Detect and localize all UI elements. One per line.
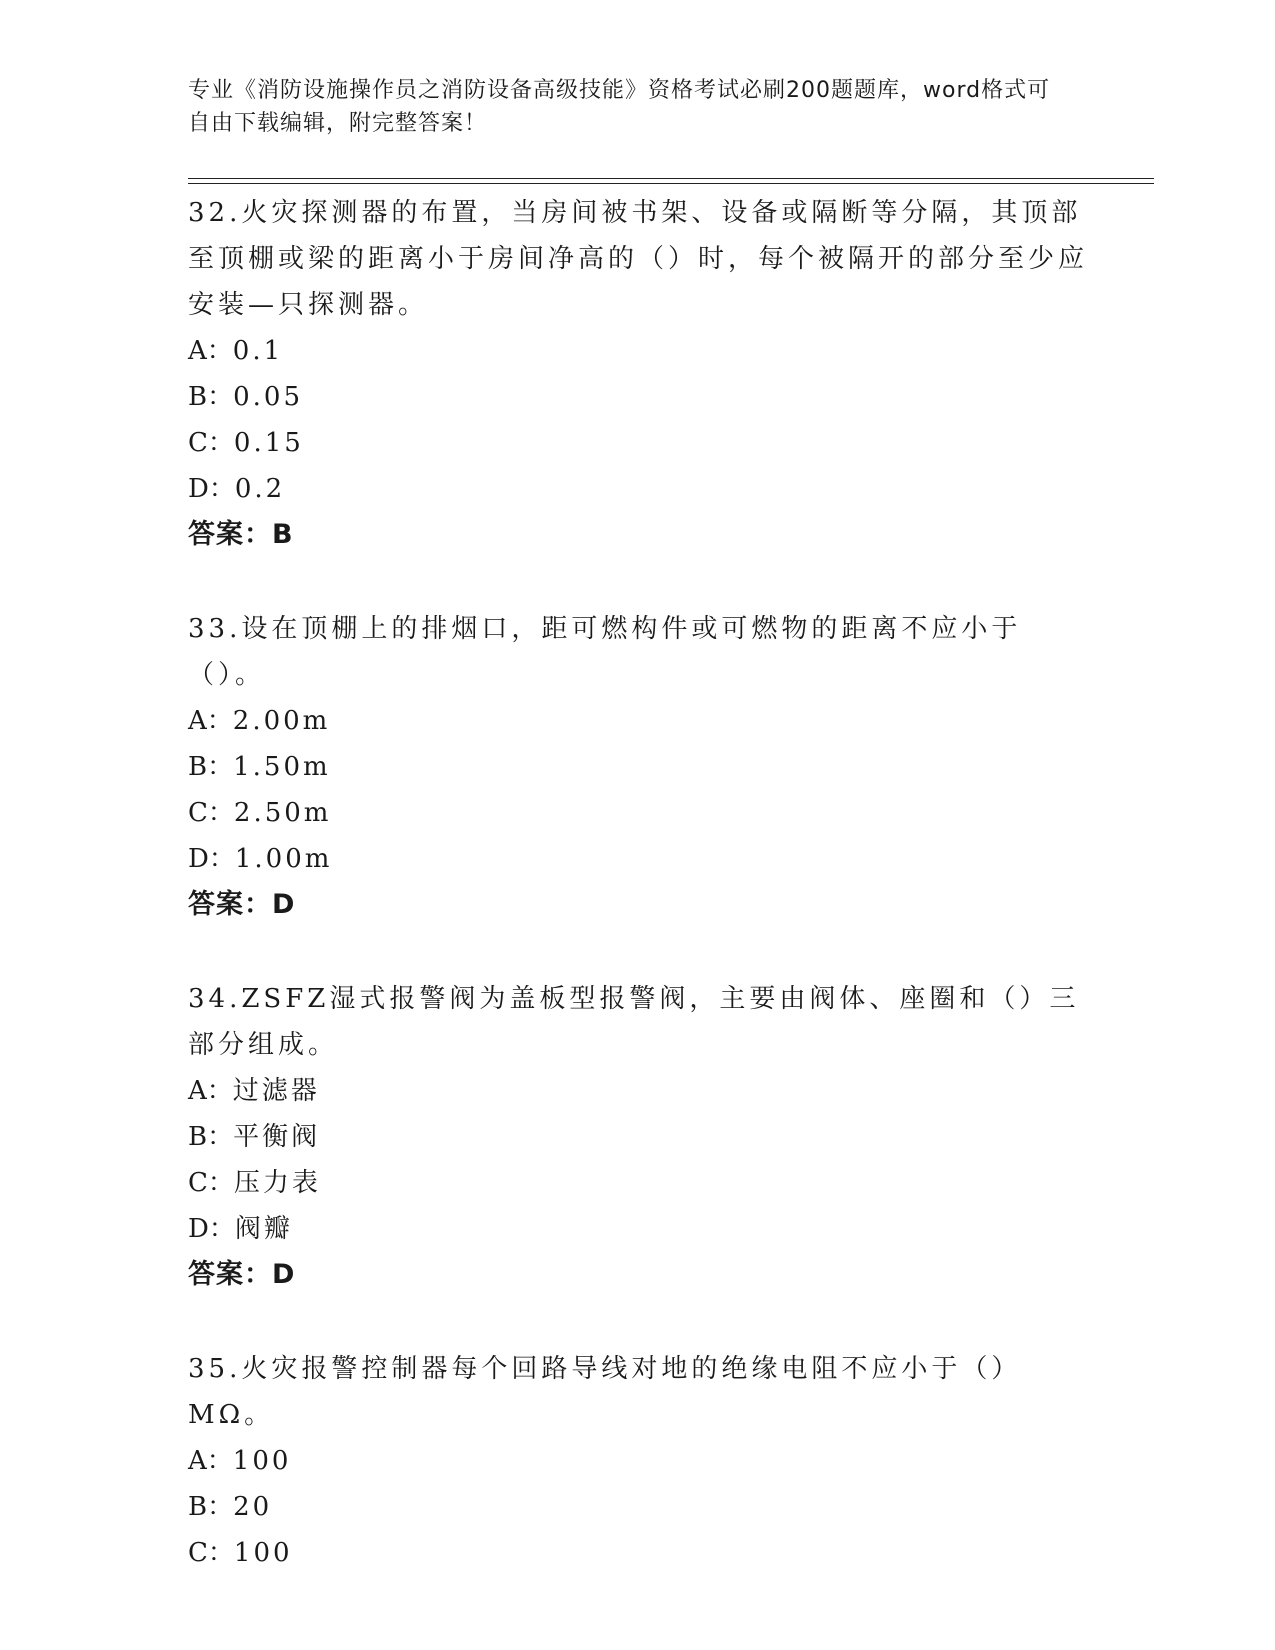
- header-divider-bottom: [188, 183, 1154, 184]
- option-c: [188, 1160, 1088, 1206]
- answer-text: 答案：D: [188, 889, 296, 920]
- answer-text: 答案：B: [188, 519, 294, 550]
- option-label: C：: [188, 798, 234, 828]
- option-label: B：: [188, 1492, 234, 1522]
- question-34: [188, 976, 1088, 1298]
- option-a: [188, 698, 1088, 744]
- option-label: C：: [188, 428, 234, 458]
- option-a: [188, 1438, 1088, 1484]
- option-label: A：: [188, 1076, 233, 1106]
- question-35: [188, 1346, 1088, 1576]
- option-label: B：: [188, 1122, 234, 1152]
- question-text: 33.设在顶棚上的排烟口，距可燃构件或可燃物的距离不应小于（）。: [188, 614, 1022, 690]
- option-value: 阀瓣: [234, 1214, 293, 1244]
- option-value: 压力表: [233, 1168, 321, 1198]
- option-label: D：: [188, 474, 235, 504]
- option-value: 1.50m: [233, 752, 331, 782]
- option-value: 2.50m: [233, 798, 332, 828]
- question-text: 35.火灾报警控制器每个回路导线对地的绝缘电阻不应小于（）MΩ。: [188, 1354, 1022, 1430]
- option-label: B：: [188, 382, 234, 412]
- option-d: [188, 836, 1088, 882]
- option-b: [188, 374, 1088, 420]
- option-label: B：: [188, 752, 234, 782]
- option-a: [188, 328, 1088, 374]
- question-32: [188, 190, 1088, 558]
- option-value: 100: [232, 1446, 292, 1476]
- option-value: 100: [233, 1538, 293, 1568]
- option-value: 0.15: [233, 428, 304, 458]
- option-value: 0.2: [234, 474, 286, 504]
- option-value: 1.00m: [234, 844, 333, 874]
- option-label: A：: [188, 1446, 233, 1476]
- option-label: C：: [188, 1538, 234, 1568]
- header-divider-top: [188, 178, 1154, 179]
- option-c: [188, 1530, 1088, 1576]
- option-d: [188, 466, 1088, 512]
- question-33: [188, 606, 1088, 928]
- option-d: [188, 1206, 1088, 1252]
- document-header: 专业《消防设施操作员之消防设备高级技能》资格考试必刷200题题库，word格式可自由下载编辑，附完整答案！: [188, 78, 1051, 136]
- option-a: [188, 1068, 1088, 1114]
- option-value: 0.05: [233, 382, 303, 412]
- option-b: [188, 1114, 1088, 1160]
- option-label: D：: [188, 844, 235, 874]
- question-list: [188, 190, 1088, 1624]
- option-value: 20: [233, 1492, 273, 1522]
- option-label: A：: [188, 706, 233, 736]
- answer-text: 答案：D: [188, 1259, 296, 1290]
- option-label: D：: [188, 1214, 235, 1244]
- question-text: 34.ZSFZ湿式报警阀为盖板型报警阀，主要由阀体、座圈和（）三部分组成。: [188, 984, 1080, 1060]
- option-value: 过滤器: [232, 1076, 320, 1106]
- option-value: 2.00m: [232, 706, 331, 736]
- option-value: 0.1: [232, 336, 284, 366]
- option-c: [188, 420, 1088, 466]
- option-label: A：: [188, 336, 233, 366]
- option-b: [188, 744, 1088, 790]
- option-c: [188, 790, 1088, 836]
- option-value: 平衡阀: [233, 1122, 321, 1152]
- option-label: C：: [188, 1168, 234, 1198]
- option-b: [188, 1484, 1088, 1530]
- question-text: 32.火灾探测器的布置，当房间被书架、设备或隔断等分隔，其顶部至顶棚或梁的距离小于房间净高的（）时，每个被隔开的部分至少应安装—只探测器。: [188, 198, 1089, 320]
